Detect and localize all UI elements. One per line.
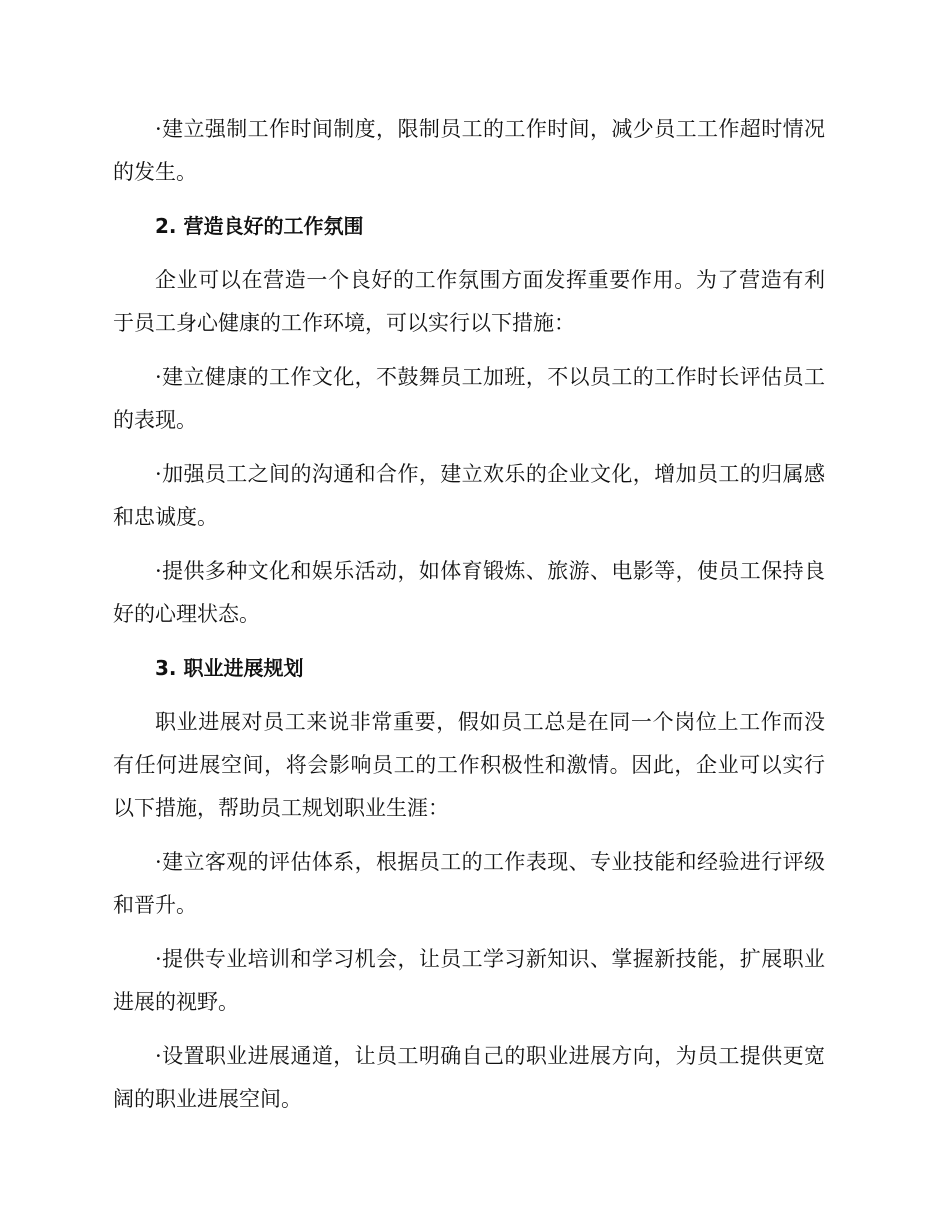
para-career-intro: 职业进展对员工来说非常重要，假如员工总是在同一个岗位上工作而没有任何进展空间，将会影响员工的工作积极性和激情。因此，企业可以实行以下措施，帮助员工规划职业生涯：: [113, 710, 825, 820]
document-body: [113, 108, 825, 1132]
bullet-healthy-culture: ·建立健康的工作文化，不鼓舞员工加班，不以员工的工作时长评估员工的表现。: [113, 365, 825, 432]
bullet-communication: ·加强员工之间的沟通和合作，建立欢乐的企业文化，增加员工的归属感和忠诚度。: [113, 462, 825, 529]
bullet-evaluation-system: ·建立客观的评估体系，根据员工的工作表现、专业技能和经验进行评级和晋升。: [113, 850, 825, 917]
heading-work-atmosphere: 2. 营造良好的工作氛围: [155, 214, 364, 238]
para-atmosphere-intro: 企业可以在营造一个良好的工作氛围方面发挥重要作用。为了营造有利于员工身心健康的工作环境，可以实行以下措施：: [113, 268, 825, 335]
bullet-activities: ·提供多种文化和娱乐活动，如体育锻炼、旅游、电影等，使员工保持良好的心理状态。: [113, 559, 825, 626]
heading-career-planning: 3. 职业进展规划: [155, 656, 304, 680]
bullet-career-channel: ·设置职业进展通道，让员工明确自己的职业进展方向，为员工提供更宽阔的职业进展空间。: [113, 1044, 825, 1111]
bullet-training: ·提供专业培训和学习机会，让员工学习新知识、掌握新技能，扩展职业进展的视野。: [113, 947, 825, 1014]
bullet-work-hours: ·建立强制工作时间制度，限制员工的工作时间，减少员工工作超时情况的发生。: [113, 117, 825, 184]
